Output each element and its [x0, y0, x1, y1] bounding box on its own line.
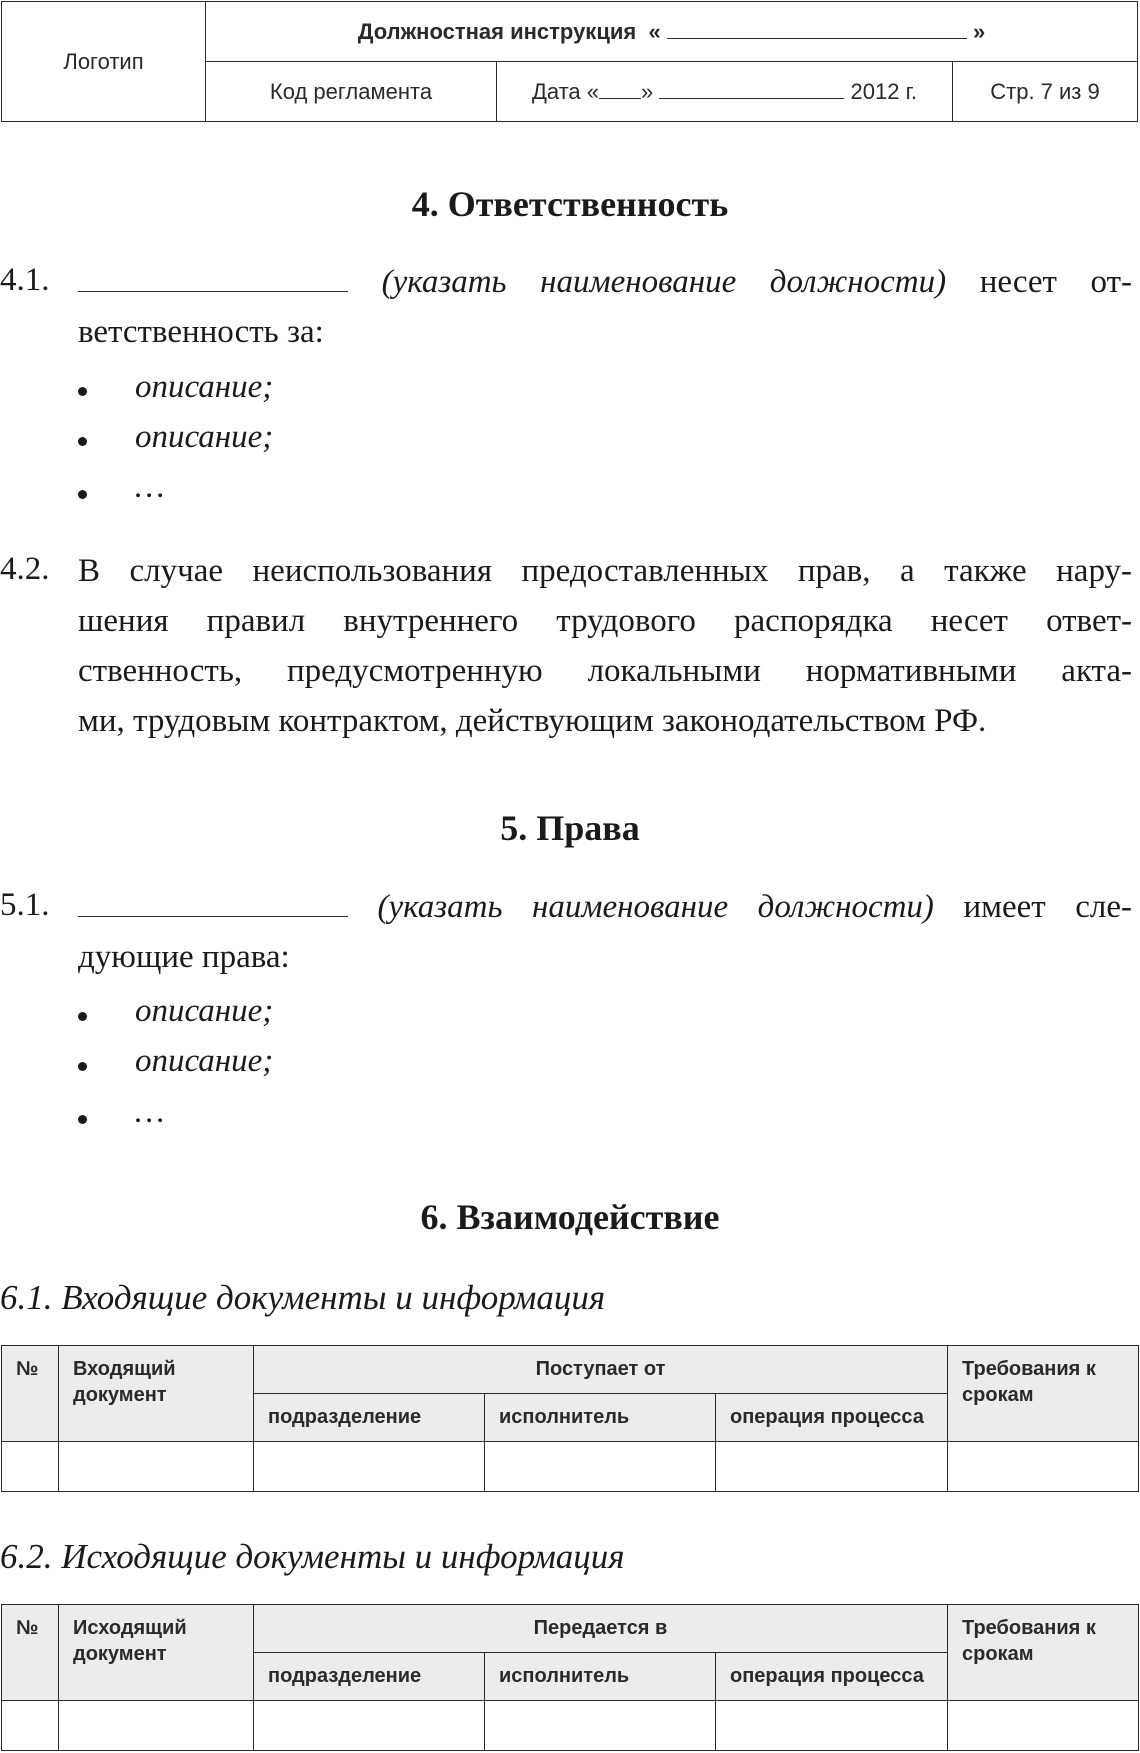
subsection-6-2-title: 6.2. Исходящие документы и информация	[0, 1537, 625, 1576]
table-cell	[2, 1701, 59, 1751]
table-cell	[254, 1442, 485, 1492]
bullet-text: описание;	[135, 369, 274, 405]
item-5-1-number: 5.1.	[0, 887, 50, 923]
item-5-1-line1	[78, 883, 1132, 931]
bullet-dot	[78, 1115, 87, 1124]
date-prefix: Дата «	[531, 78, 600, 104]
date-cell	[497, 62, 953, 122]
table-cell	[59, 1442, 254, 1492]
col-deadline-header: Требования к срокам	[948, 1605, 1139, 1701]
bullet-dot	[78, 490, 87, 499]
col-department-header: подразделение	[254, 1394, 485, 1442]
table-cell	[254, 1701, 485, 1751]
outgoing-docs-table	[1, 1604, 1139, 1751]
doc-title-cell	[206, 2, 1138, 62]
item-4-1-hint: (указать наименование должности)	[381, 264, 947, 300]
item-4-2-line: ми, трудовым контрактом, действующим законодательством РФ.	[78, 703, 987, 739]
quote-close: »	[972, 18, 986, 44]
col-executor-header: исполнитель	[485, 1653, 716, 1701]
col-number-header: №	[2, 1605, 59, 1701]
page-number: Стр. 7 из 9	[953, 62, 1138, 122]
item-4-1-number: 4.1.	[0, 262, 50, 298]
bullet-dot	[78, 387, 87, 396]
item-5-1-line2: дующие права:	[78, 939, 290, 975]
table-cell	[485, 1442, 716, 1492]
bullet-dot	[78, 1062, 87, 1071]
logo-placeholder: Логотип	[2, 2, 206, 122]
bullet-text: …	[135, 1094, 165, 1130]
item-4-2-line: шения правил внутреннего трудового распорядка несет ответ-	[78, 603, 1132, 639]
table-cell	[59, 1701, 254, 1751]
item-4-1-line1	[78, 258, 1132, 306]
item-5-1-hint: (указать наименование должности)	[377, 889, 934, 925]
position-blank-line	[78, 290, 348, 292]
col-deadline-header: Требования к срокам	[948, 1346, 1139, 1442]
document-header	[1, 1, 1138, 122]
table-cell	[485, 1701, 716, 1751]
bullet-text: описание;	[135, 993, 274, 1029]
day-blank-line	[599, 97, 641, 99]
item-4-1-line2: ветственность за:	[78, 314, 324, 350]
date-year: 2012 г.	[850, 78, 918, 104]
item-4-2-line: ственность, предусмотренную локальными нормативными акта-	[78, 653, 1132, 689]
col-executor-header: исполнитель	[485, 1394, 716, 1442]
section-6-title: 6. Взаимодействие	[420, 1197, 720, 1237]
table-cell	[948, 1442, 1139, 1492]
subsection-6-1-title: 6.1. Входящие документы и информация	[0, 1278, 606, 1317]
col-group-header: Поступает от	[254, 1346, 948, 1394]
item-4-1-tail: несет от-	[979, 264, 1133, 300]
table-row	[2, 1701, 1139, 1751]
bullet-text: описание;	[135, 1043, 274, 1079]
bullet-dot	[78, 1012, 87, 1021]
col-operation-header: операция процесса	[716, 1394, 948, 1442]
title-blank-line	[667, 37, 967, 39]
table-row	[2, 1442, 1139, 1492]
item-4-2-line: В случае неиспользования предоставленных прав, а также нару-	[78, 553, 1132, 589]
incoming-docs-table	[1, 1345, 1139, 1492]
table-cell	[716, 1442, 948, 1492]
table-cell	[2, 1442, 59, 1492]
item-4-2-number: 4.2.	[0, 551, 50, 587]
col-number-header: №	[2, 1346, 59, 1442]
item-5-1-tail: имеет сле-	[963, 889, 1133, 925]
bullet-dot	[78, 437, 87, 446]
doc-title: Должностная инструкция	[357, 18, 637, 44]
month-blank-line	[659, 97, 844, 99]
table-cell	[716, 1701, 948, 1751]
col-operation-header: операция процесса	[716, 1653, 948, 1701]
section-4-title: 4. Ответственность	[411, 184, 729, 224]
col-group-header: Передается в	[254, 1605, 948, 1653]
reg-code: Код регламента	[206, 62, 497, 122]
col-doc-header: Исходящий документ	[59, 1605, 254, 1701]
section-5-title: 5. Права	[500, 808, 640, 848]
quote-open: «	[648, 18, 661, 44]
bullet-text: …	[135, 469, 165, 505]
bullet-text: описание;	[135, 419, 274, 455]
col-department-header: подразделение	[254, 1653, 485, 1701]
date-mid: »	[641, 78, 654, 104]
table-cell	[948, 1701, 1139, 1751]
position-blank-line	[78, 915, 348, 917]
col-doc-header: Входящий документ	[59, 1346, 254, 1442]
